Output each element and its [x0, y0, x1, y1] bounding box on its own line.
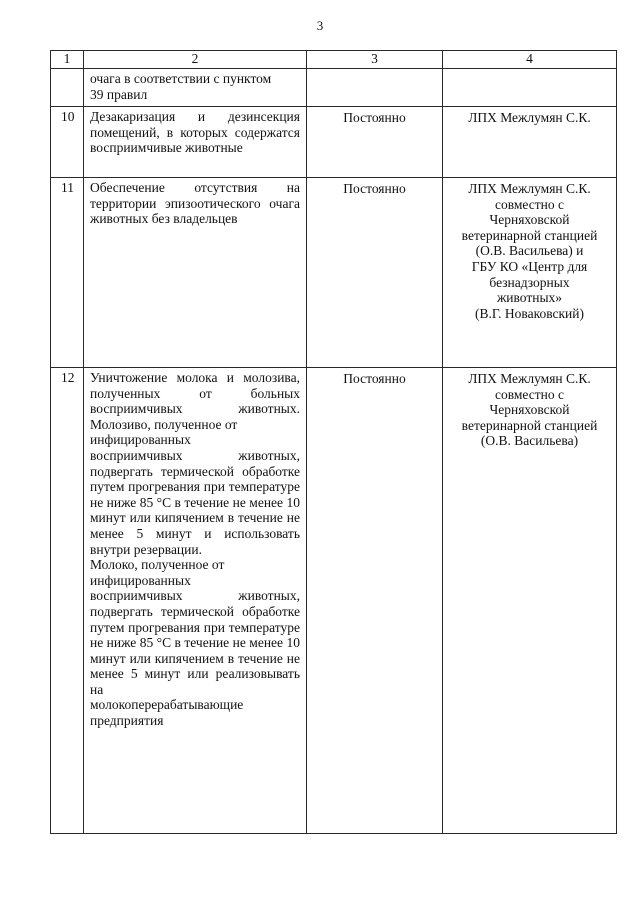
measures-table [50, 50, 617, 834]
row-number: 10 [51, 107, 84, 178]
measure-responsible [443, 69, 617, 107]
measure-description: Обеспечение отсутствия на территории эпизоотического очага животных без владельцев [84, 178, 307, 368]
measure-deadline: Постоянно [307, 368, 443, 834]
measure-responsible: ЛПХ Межлумян С.К. совместно с Черняховской ветеринарной станцией (О.В. Васильева) [443, 368, 617, 834]
table-row [51, 178, 617, 368]
measure-responsible: ЛПХ Межлумян С.К. совместно с Черняховской ветеринарной станцией (О.В. Васильева) и ГБУ КО «Центр для безнадзорных животных» (В.Г. Новаковский) [443, 178, 617, 368]
row-number [51, 69, 84, 107]
measure-description: очага в соответствии с пунктом 39 правил [84, 69, 307, 107]
row-number: 11 [51, 178, 84, 368]
measure-description: Дезакаризация и дезинсекция помещений, в которых содержатся восприимчивые животные [84, 107, 307, 178]
column-header-2: 2 [84, 51, 307, 69]
measure-responsible: ЛПХ Межлумян С.К. [443, 107, 617, 178]
row-number: 12 [51, 368, 84, 834]
column-header-1: 1 [51, 51, 84, 69]
table-row [51, 368, 617, 834]
column-header-3: 3 [307, 51, 443, 69]
measure-deadline: Постоянно [307, 178, 443, 368]
table-header-row [51, 51, 617, 69]
table-row [51, 69, 617, 107]
column-header-4: 4 [443, 51, 617, 69]
table-row [51, 107, 617, 178]
measure-description: Уничтожение молока и молозива, полученных от больных восприимчивых животных. Молозиво, полученное от инфицированных восприимчивых животных, подвергать термической обработке путем прогревания при температуре не ниже 85 °С в течение не менее 10 минут или кипячением в течение не менее 5 минут и использовать внутри резервации. Молоко, полученное от инфицированных восприимчивых животных, подвергать термической обработке путем прогревания при температуре не ниже 85 °С в течение не менее 10 минут или кипячением в течение не менее 5 минут или реализовывать на молокоперерабатывающие предприятия [84, 368, 307, 834]
measure-deadline: Постоянно [307, 107, 443, 178]
page-number: 3 [316, 18, 324, 33]
measure-deadline [307, 69, 443, 107]
